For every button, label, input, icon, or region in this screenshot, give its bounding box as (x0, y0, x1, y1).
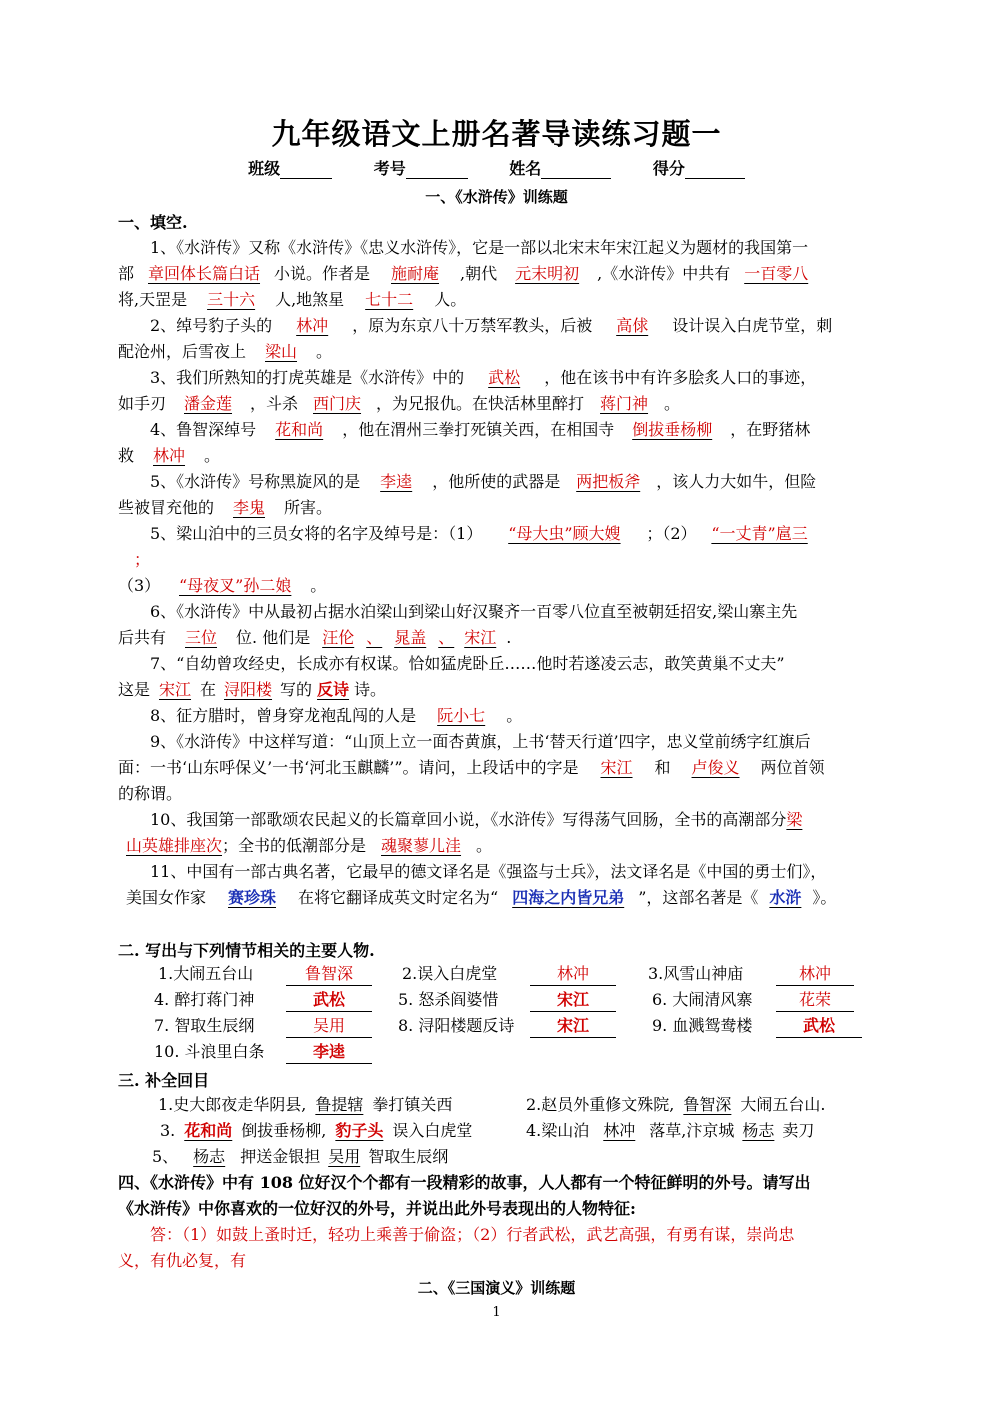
answer: 鲁提辖 (315, 1095, 364, 1114)
q6-semicolon: ； (134, 550, 151, 569)
answer: 章回体长篇白话 (148, 264, 261, 283)
plot-label: 5. 怒杀阎婆惜 (398, 990, 499, 1009)
answer: 林冲 (603, 1121, 636, 1140)
q11-line2: 山英雄排座次；全书的低潮部分是 魂聚蓼儿洼 。 (126, 836, 493, 855)
answer: 浔阳楼 (224, 680, 273, 699)
number-field: 考号 (374, 156, 468, 179)
page-number: 1 (492, 1305, 501, 1320)
q8-line1: 7、“自幼曾攻经史，长成亦有权谋。恰如猛虎卧丘……他时若遂凌云志，敢笑黄巢不丈夫” (150, 654, 785, 673)
answer: “母大虫”顾大嫂 (508, 524, 621, 543)
part2-heading: 二. 写出与下列情节相关的主要人物. (118, 941, 375, 960)
q4-line1: 4、鲁智深绰号 花和尚 ，他在渭州三拳打死镇关西，在相国寺 倒拔垂杨柳 ，在野猪林 (150, 420, 811, 439)
answer: 杨志 (742, 1121, 775, 1140)
q10-line3: 的称谓。 (118, 784, 183, 803)
chapter-row-1a: 1.史大郎夜走华阴县, 鲁提辖 拳打镇关西 (158, 1095, 453, 1114)
q10-line1: 9、《水浒传》中这样写道：“山顶上立一面杏黄旗，上书‘替天行道’四字，忠义堂前绣字红旗后 (150, 732, 811, 751)
answer: “母夜叉”孙二娘 (179, 576, 292, 595)
name-blank[interactable] (541, 160, 611, 179)
q6-line2: （3） “母夜叉”孙二娘 。 (118, 576, 327, 595)
answer: 鲁智深 (683, 1095, 732, 1114)
answer: 魂聚蓼儿洼 (381, 836, 462, 855)
answer: 赛珍珠 (228, 888, 277, 907)
answer: 卢俊义 (691, 758, 740, 777)
plot-answer: 鲁智深 (286, 963, 372, 986)
q1-line3: 将,天罡是 三十六 人,地煞星 七十二 人。 (118, 290, 467, 309)
answer: “一丈青”扈三 (711, 524, 808, 543)
chapter-row-3: 5、 杨志 押送金银担 吴用 智取生辰纲 (152, 1147, 449, 1166)
answer: 反诗 (317, 680, 350, 699)
answer: 梁 (786, 810, 803, 829)
part4-question-line1: 四、《水浒传》中有 108 位好汉个个都有一段精彩的故事，人人都有一个特征鲜明的外号。请写出 (118, 1173, 811, 1192)
answer: 阮小七 (437, 706, 486, 725)
q11-line1: 10、我国第一部歌颂农民起义的长篇章回小说，《水浒传》写得荡气回肠，全书的高潮部分梁 (150, 810, 803, 829)
plot-label: 9. 血溅鸳鸯楼 (652, 1016, 753, 1035)
plot-answer: 宋江 (530, 1015, 616, 1038)
part4-question-line2: 《水浒传》中你喜欢的一位好汉的外号，并说出此外号表现出的人物特征: (118, 1199, 636, 1218)
answer: 四海之内皆兄弟 (512, 888, 625, 907)
part3-heading: 三. 补全回目 (118, 1071, 210, 1090)
part4-answer-line2: 义，有仇必复，有 (118, 1251, 247, 1270)
answer: 山英雄排座次 (126, 836, 223, 855)
answer: 倒拔垂杨柳 (632, 420, 713, 439)
plot-label: 2.误入白虎堂 (402, 964, 498, 983)
score-blank[interactable] (685, 160, 745, 179)
q10-line2: 面：一书‘山东呼保义’一书‘河北玉麒麟’”。请问，上段话中的字是 宋江 和 卢俊义 两位首领 (118, 758, 825, 777)
answer: 一百零八 (744, 264, 809, 283)
q3-line2: 如手刃 潘金莲 ，斗杀 西门庆 ，为兄报仇。在快活林里醉打 蒋门神 。 (118, 394, 681, 413)
answer: 施耐庵 (391, 264, 440, 283)
plot-answer: 林冲 (530, 963, 616, 986)
plot-label: 7. 智取生辰纲 (154, 1016, 255, 1035)
class-field: 班级 (248, 156, 332, 179)
answer: 花和尚 (184, 1121, 233, 1140)
q6-line1: 5、梁山泊中的三员女将的名字及绰号是：（1） “母大虫”顾大嫂 ；（2） “一丈青”扈三 (150, 523, 823, 545)
answer: 汪伦 (322, 628, 355, 647)
plot-label: 10. 斗浪里白条 (154, 1042, 265, 1061)
answer: 梁山 (265, 342, 298, 361)
plot-label: 4. 醉打蒋门神 (154, 990, 255, 1009)
plot-label: 3.风雪山神庙 (648, 964, 744, 983)
answer: 宋江 (464, 628, 497, 647)
answer: 潘金莲 (184, 394, 233, 413)
student-info-row (0, 156, 993, 179)
q2-line2: 配沧州，后雪夜上 梁山 。 (118, 342, 333, 361)
answer: 晁盖 (394, 628, 427, 647)
part1-heading: 一、填空. (118, 213, 188, 232)
q2-line1: 2、绰号豹子头的 林冲 ，原为东京八十万禁军教头，后被 高俅 设计误入白虎节堂，刺 (150, 316, 833, 335)
answer: 高俅 (616, 316, 649, 335)
answer: 水浒 (769, 888, 802, 907)
score-field: 得分 (653, 156, 745, 179)
answer: 元末明初 (515, 264, 580, 283)
page-title: 九年级语文上册名著导读练习题一 (271, 117, 722, 151)
answer: 吴用 (328, 1147, 361, 1166)
answer: 西门庆 (313, 394, 362, 413)
chapter-row-2a: 3. 花和尚 倒拔垂杨柳, 豹子头 误入白虎堂 (160, 1121, 473, 1140)
answer: 花和尚 (275, 420, 324, 439)
answer: 林冲 (153, 446, 186, 465)
plot-answer: 林冲 (776, 963, 854, 986)
answer: 宋江 (600, 758, 633, 777)
answer: 三十六 (207, 290, 256, 309)
plot-answer: 花荣 (776, 989, 854, 1012)
q3-line1: 3、我们所熟知的打虎英雄是《水浒传》中的 武松 ，他在该书中有许多脍炙人口的事迹， (150, 368, 817, 387)
q9-line1: 8、征方腊时，曾身穿龙袍乱闯的人是 阮小七 。 (150, 706, 523, 725)
answer: 豹子头 (335, 1121, 384, 1140)
q7-line2: 后共有 三位 位. 他们是 汪伦 、 晁盖 、 宋江 . (118, 628, 512, 647)
answer: 七十二 (365, 290, 414, 309)
answer: 武松 (488, 368, 521, 387)
q12-line1: 11、中国有一部古典名著，它最早的德文译名是《强盗与士兵》，法文译名是《中国的勇士们》， (150, 862, 827, 881)
answer: 李逵 (380, 472, 413, 491)
chapter-row-2b: 4.梁山泊 林冲 落草,汴京城 杨志 卖刀 (526, 1121, 815, 1140)
answer: 宋江 (159, 680, 192, 699)
answer: 三位 (185, 628, 218, 647)
plot-label: 6. 大闹清风寨 (652, 990, 753, 1009)
plot-answer: 李逵 (286, 1041, 372, 1064)
part4-answer-line1: 答：（1）如鼓上蚤时迁，轻功上乘善于偷盗；（2）行者武松，武艺高强，有勇有谋，崇尚忠 (150, 1225, 795, 1244)
answer: 林冲 (296, 316, 329, 335)
q8-line2: 这是 宋江 在 浔阳楼 写的 反诗 诗。 (118, 680, 387, 699)
answer: 蒋门神 (600, 394, 649, 413)
plot-answer: 吴用 (286, 1015, 372, 1038)
q1-line1: 1、《水浒传》又称《水浒传》《忠义水浒传》，它是一部以北宋末年宋江起义为题材的我国第一 (150, 238, 809, 257)
q4-line2: 救 林冲 。 (118, 446, 221, 465)
section-title-shuihu: 一、《水浒传》训练题 (425, 188, 568, 206)
chapter-row-1b: 2.赵员外重修文殊院, 鲁智深 大闹五台山. (526, 1095, 826, 1114)
plot-label: 8. 浔阳楼题反诗 (398, 1016, 515, 1035)
q5-line1: 5、《水浒传》号称黑旋风的是 李逵 ，他所使的武器是 两把板斧 ，该人力大如牛，但险 (150, 472, 817, 491)
number-blank[interactable] (406, 160, 468, 179)
plot-label: 1.大闹五台山 (158, 964, 254, 983)
q12-line2: 美国女作家 赛珍珠 在将它翻译成英文时定名为“ 四海之内皆兄弟 ”，这部名著是《 水浒 》。 (126, 888, 837, 907)
answer: 两把板斧 (576, 472, 641, 491)
plot-answer: 宋江 (530, 989, 616, 1012)
plot-answer: 武松 (776, 1015, 862, 1038)
q5-line2: 些被冒充他的 李鬼 所害。 (118, 498, 333, 517)
q7-line1: 6、《水浒传》中从最初占据水泊梁山到梁山好汉聚齐一百零八位直至被朝廷招安,梁山寨主先 (150, 602, 798, 621)
plot-answer: 武松 (286, 989, 372, 1012)
q1-line2: 部 章回体长篇白话 小说。作者是 施耐庵 ,朝代 元末明初 ,《水浒传》中共有 一百零八 (118, 263, 822, 285)
answer: 杨志 (193, 1147, 226, 1166)
name-field: 姓名 (509, 156, 611, 179)
section-title-sanguo: 二、《三国演义》训练题 (417, 1279, 576, 1297)
class-blank[interactable] (280, 160, 332, 179)
answer: 李鬼 (233, 498, 266, 517)
